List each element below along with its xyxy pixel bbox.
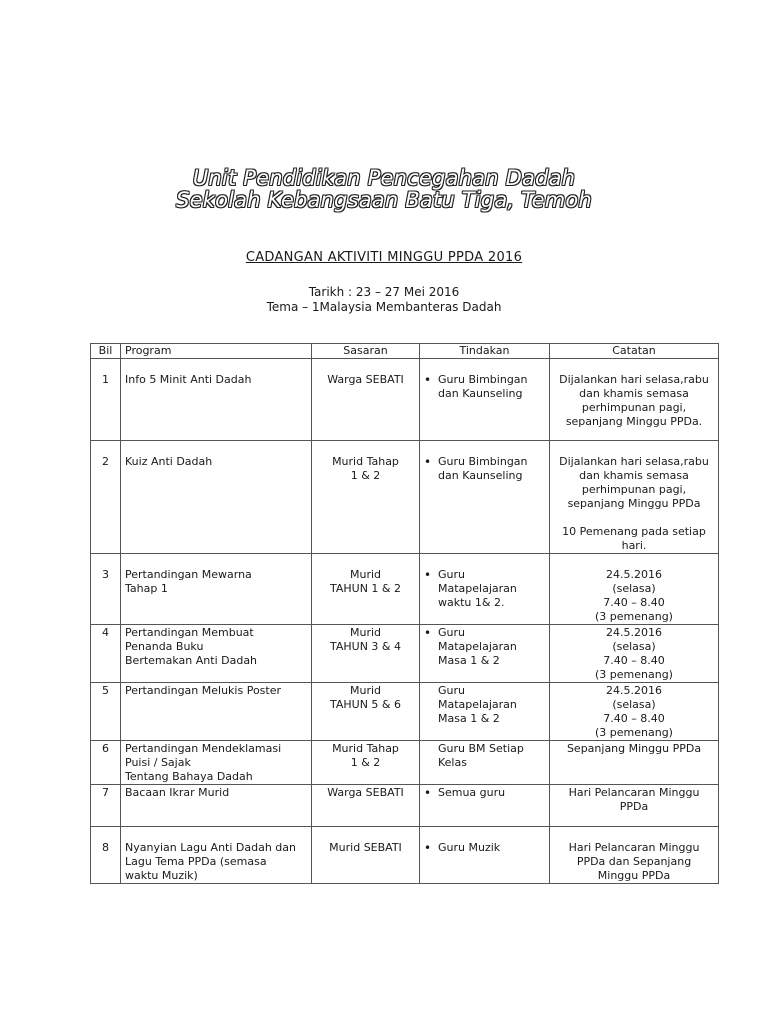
cell-tindakan xyxy=(420,683,550,741)
cell-tindakan xyxy=(420,741,550,785)
table.rows.7.catatan-line: PPDa dan Sepanjang xyxy=(576,855,692,868)
cell-program xyxy=(121,554,312,625)
table.rows.7.tindakan-line: • Guru Muzik xyxy=(438,841,501,854)
bullet-item xyxy=(424,455,545,483)
table.rows.3.program-line: Pertandingan Membuat xyxy=(125,626,254,639)
table.rows.2.tindakan-line: Matapelajaran xyxy=(438,582,517,595)
table-row xyxy=(91,741,719,785)
cell-bil: 3 xyxy=(91,554,121,625)
table.rows.2.catatan-line: 7.40 – 8.40 xyxy=(603,596,665,609)
header-sasaran: Sasaran xyxy=(312,344,420,359)
header-tindakan: Tindakan xyxy=(420,344,550,359)
table.rows.1.catatan-line: sepanjang Minggu PPDa xyxy=(567,497,701,510)
table-row xyxy=(91,785,719,827)
table.rows.4.catatan-line: (3 pemenang) xyxy=(595,726,673,739)
bullet-item xyxy=(424,841,545,855)
cell-bil: 7 xyxy=(91,785,121,827)
table.rows.3.sasaran-line: Murid xyxy=(349,626,382,639)
cell-bil: 2 xyxy=(91,441,121,554)
table.rows.1.catatan-line: Dijalankan hari selasa,rabu xyxy=(559,455,709,468)
cell-catatan xyxy=(550,441,719,554)
cell-catatan xyxy=(550,785,719,827)
table.rows.5.tindakan-line: Kelas xyxy=(438,756,467,769)
bullet-item xyxy=(424,626,545,668)
cell-catatan xyxy=(550,359,719,441)
table.rows.6.sasaran-line: Warga SEBATI xyxy=(327,786,404,799)
table.rows.3.sasaran-line: TAHUN 3 & 4 xyxy=(329,640,401,653)
table-row xyxy=(91,625,719,683)
table.rows.4.sasaran-line: Murid xyxy=(349,684,382,697)
bullet-item xyxy=(424,786,545,800)
cell-tindakan xyxy=(420,827,550,884)
table.rows.1.program-line: Kuiz Anti Dadah xyxy=(125,455,213,468)
table.rows.3.tindakan-line: Matapelajaran xyxy=(438,640,517,653)
table-row xyxy=(91,683,719,741)
cell-program xyxy=(121,827,312,884)
cell-sasaran xyxy=(312,785,420,827)
table.rows.0.program-line: Info 5 Minit Anti Dadah xyxy=(125,373,252,386)
table.rows.7.sasaran-line: Murid SEBATI xyxy=(329,841,402,854)
table.rows.0.sasaran-line: Warga SEBATI xyxy=(327,373,404,386)
table.rows.4.program-line: Pertandingan Melukis Poster xyxy=(125,684,282,697)
table.rows.0.catatan-line: Dijalankan hari selasa,rabu xyxy=(559,373,709,386)
table.rows.6.program-line: Bacaan Ikrar Murid xyxy=(125,786,230,799)
table.rows.5.program-line: Pertandingan Mendeklamasi xyxy=(125,742,282,755)
cell-program xyxy=(121,441,312,554)
table.rows.7.catatan-line: Minggu PPDa xyxy=(597,869,671,882)
table.rows.7.program-line: Nyanyian Lagu Anti Dadah dan xyxy=(125,841,297,854)
header-catatan: Catatan xyxy=(550,344,719,359)
cell-catatan xyxy=(550,827,719,884)
table.rows.1.tindakan-line: • Guru Bimbingan xyxy=(438,455,528,468)
cell-sasaran xyxy=(312,741,420,785)
table.rows.3.catatan-line: (selasa) xyxy=(612,640,656,653)
table.rows.1.tindakan-line: dan Kaunseling xyxy=(438,469,523,482)
table.rows.0.catatan-line: perhimpunan pagi, xyxy=(581,401,687,414)
table.rows.1.catatan-line: perhimpunan pagi, xyxy=(581,483,687,496)
table-row xyxy=(91,359,719,441)
cell-catatan xyxy=(550,625,719,683)
bullet-item xyxy=(424,568,545,610)
table.rows.4.catatan-line: 24.5.2016 xyxy=(606,684,662,697)
table.rows.4.sasaran-line: TAHUN 5 & 6 xyxy=(329,698,401,711)
table.rows.5.sasaran-line: 1 & 2 xyxy=(350,756,381,769)
table.rows.3.catatan-line: 24.5.2016 xyxy=(606,626,662,639)
cell-program xyxy=(121,785,312,827)
cell-bil: 5 xyxy=(91,683,121,741)
table.rows.6.tindakan-line: • Semua guru xyxy=(438,786,506,799)
table.rows.5.catatan-line: Sepanjang Minggu PPDa xyxy=(566,742,702,755)
cell-catatan xyxy=(550,741,719,785)
cell-bil: 4 xyxy=(91,625,121,683)
table.rows.2.tindakan-line: waktu 1& 2. xyxy=(438,596,505,609)
plain-item xyxy=(424,742,545,770)
table.rows.2.catatan-line: (3 pemenang) xyxy=(595,610,673,623)
theme-line: Tema – 1Malaysia Membanteras Dadah xyxy=(266,300,502,314)
table.rows.7.program-line: Lagu Tema PPDa (semasa xyxy=(125,855,267,868)
cell-bil: 8 xyxy=(91,827,121,884)
table.rows.1.catatan_extra-line: 10 Pemenang pada setiap xyxy=(562,525,706,538)
cell-sasaran xyxy=(312,359,420,441)
cell-sasaran xyxy=(312,441,420,554)
table.rows.4.catatan-line: (selasa) xyxy=(612,698,656,711)
cell-bil: 1 xyxy=(91,359,121,441)
table.rows.3.program-line: Bertemakan Anti Dadah xyxy=(125,654,258,667)
table.rows.5.tindakan-line: Guru BM Setiap xyxy=(438,742,524,755)
table.rows.2.tindakan-line: • Guru xyxy=(438,568,465,581)
header-bil: Bil xyxy=(91,344,121,359)
table-row xyxy=(91,554,719,625)
cell-catatan xyxy=(550,554,719,625)
table.rows.1.catatan-line: dan khamis semasa xyxy=(579,469,689,482)
table.rows.4.tindakan-line: Masa 1 & 2 xyxy=(438,712,500,725)
table.rows.0.tindakan-line: dan Kaunseling xyxy=(438,387,523,400)
table.rows.7.program-line: waktu Muzik) xyxy=(125,869,198,882)
header-program: Program xyxy=(121,344,312,359)
cell-tindakan xyxy=(420,785,550,827)
cell-bil: 6 xyxy=(91,741,121,785)
section-heading: CADANGAN AKTIVITI MINGGU PPDA 2016 xyxy=(245,250,523,265)
table.rows.3.tindakan-line: Masa 1 & 2 xyxy=(438,654,500,667)
table.rows.5.program-line: Tentang Bahaya Dadah xyxy=(125,770,253,783)
table.rows.0.tindakan-line: • Guru Bimbingan xyxy=(438,373,528,386)
table.rows.6.catatan-line: PPDa xyxy=(619,800,649,813)
cell-program xyxy=(121,359,312,441)
table.rows.2.catatan-line: 24.5.2016 xyxy=(606,568,662,581)
cell-sasaran xyxy=(312,683,420,741)
table.rows.4.tindakan-line: Guru xyxy=(438,684,465,697)
table.rows.6.catatan-line: Hari Pelancaran Minggu xyxy=(568,786,700,799)
cell-sasaran xyxy=(312,827,420,884)
table.rows.1.sasaran-line: Murid Tahap xyxy=(332,455,399,468)
spacer xyxy=(554,511,714,525)
cell-program xyxy=(121,625,312,683)
plain-item xyxy=(424,684,545,726)
date-line: Tarikh : 23 – 27 Mei 2016 xyxy=(308,285,460,299)
table.rows.2.sasaran-line: Murid xyxy=(349,568,382,581)
table.rows.7.catatan-line: Hari Pelancaran Minggu xyxy=(568,841,700,854)
table.rows.0.catatan-line: dan khamis semasa xyxy=(579,387,689,400)
table.rows.2.program-line: Tahap 1 xyxy=(125,582,168,595)
bullet-item xyxy=(424,373,545,401)
cell-tindakan xyxy=(420,441,550,554)
table.rows.2.program-line: Pertandingan Mewarna xyxy=(125,568,252,581)
table.rows.5.sasaran-line: Murid Tahap xyxy=(332,742,399,755)
table-row xyxy=(91,441,719,554)
table.rows.1.sasaran-line: 1 & 2 xyxy=(350,469,381,482)
table.rows.3.catatan-line: 7.40 – 8.40 xyxy=(603,654,665,667)
table.rows.4.catatan-line: 7.40 – 8.40 xyxy=(603,712,665,725)
cell-sasaran xyxy=(312,625,420,683)
document-title-line1: Unit Pendidikan Pencegahan Dadah xyxy=(192,166,576,190)
table.rows.3.tindakan-line: • Guru xyxy=(438,626,465,639)
table.rows.5.program-line: Puisi / Sajak xyxy=(125,756,191,769)
cell-sasaran xyxy=(312,554,420,625)
table.rows.3.catatan-line: (3 pemenang) xyxy=(595,668,673,681)
cell-catatan xyxy=(550,683,719,741)
table.rows.0.catatan-line: sepanjang Minggu PPDa. xyxy=(565,415,703,428)
table.rows.2.catatan-line: (selasa) xyxy=(612,582,656,595)
cell-tindakan xyxy=(420,625,550,683)
cell-tindakan xyxy=(420,359,550,441)
table.rows.1.catatan_extra-line: hari. xyxy=(621,539,647,552)
activity-table xyxy=(90,343,719,884)
table-header-row xyxy=(91,344,719,359)
cell-program xyxy=(121,683,312,741)
table.rows.2.sasaran-line: TAHUN 1 & 2 xyxy=(329,582,401,595)
document-title-line2: Sekolah Kebangsaan Batu Tiga, Temoh xyxy=(176,188,592,212)
cell-tindakan xyxy=(420,554,550,625)
table.rows.4.tindakan-line: Matapelajaran xyxy=(438,698,517,711)
table-row xyxy=(91,827,719,884)
cell-program xyxy=(121,741,312,785)
table.rows.3.program-line: Penanda Buku xyxy=(125,640,204,653)
